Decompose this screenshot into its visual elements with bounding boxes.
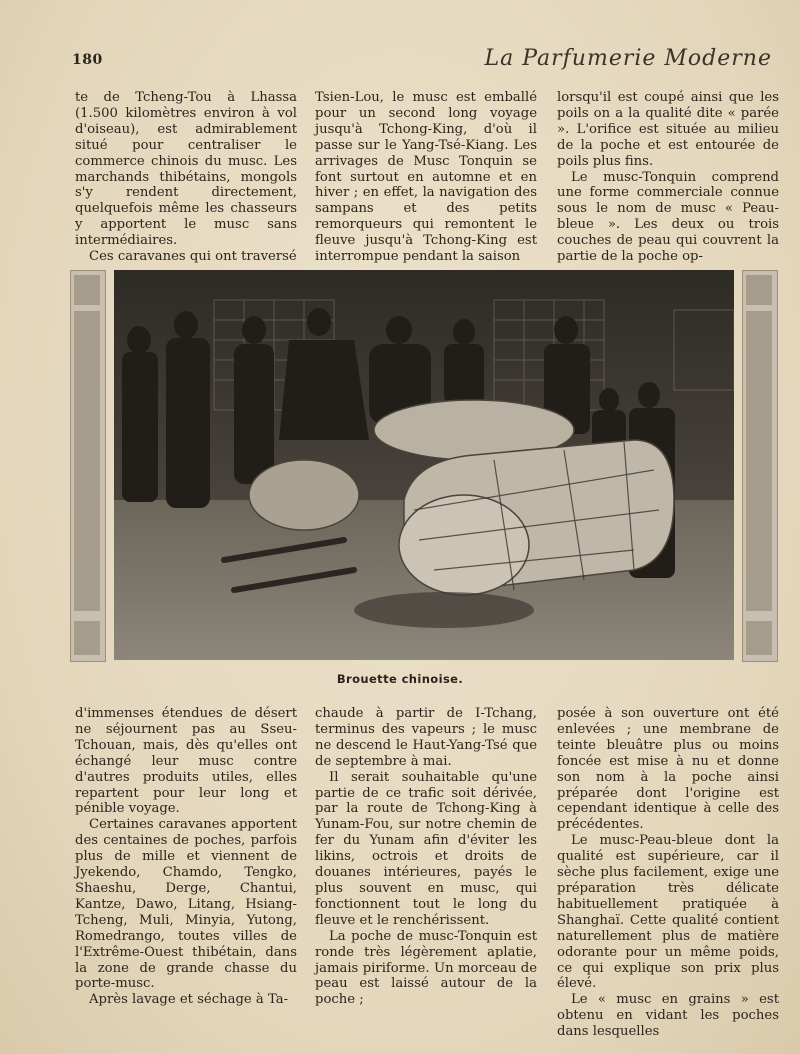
running-title: La Parfumerie Moderne [484,46,772,71]
paragraph: Il serait souhaitable qu'une partie de ce trafic soit dérivée, par la route de Tchong-King à Yunam-Fou, sur notre chemin de fer du Yunam afin d'éviter les likins, octrois et droits de douanes intérieures, payés le plus souvent en musc, qui fonctionnent tout le long du fleuve et le renchérissent. [315,769,537,928]
column-2-bottom [315,706,537,1008]
photo-figure [70,270,778,666]
paragraph: Tsien-Lou, le musc est emballé pour un second long voyage jusqu'à Tchong-King, d'où il passe sur le Yang-Tsé-Kiang. Les arrivages de Musc Tonquin se font surtout en automne et en hiver ; en effet, la navigation des sampans et des petits remorqueurs qui remontent le fleuve jusqu'à Tchong-King est interrompue pendant la saison [315,90,537,265]
paragraph: La poche de musc-Tonquin est ronde très légèrement aplatie, jamais piriforme. Un morceau de peau est laissé autour de la poche ; [315,928,537,1008]
left-border-strip [70,270,106,662]
paragraph: Le « musc en grains » est obtenu en vidant les poches dans lesquelles [557,992,779,1040]
paragraph: Le musc-Tonquin comprend une forme commerciale connue sous le nom de musc « Peau-bleue ». Les deux ou trois couches de peau qui couvrent la partie de la poche op- [557,169,779,265]
paragraph: chaude à partir de I-Tchang, terminus des vapeurs ; le musc ne descend le Haut-Yang-Tsé que de septembre à mai. [315,706,537,769]
photo-wheelbarrow-icon [114,270,734,660]
column-2-top [315,90,537,265]
paragraph: d'immenses étendues de désert ne séjournent pas au Sseu-Tchouan, mais, dès qu'elles ont échangé leur musc contre d'autres produits utiles, elles repartent pour leur long et pénible voyage. [75,706,297,817]
paragraph: Le musc-Peau-bleue dont la qualité est supérieure, car il sèche plus facilement, exige une préparation très délicate habituellement pratiquée à Shanghaï. Cette qualité contient naturellement plus de matière odorante pour un même poids, ce qui explique son prix plus élevé. [557,833,779,992]
column-3-top [557,90,779,265]
right-border-strip [742,270,778,662]
column-1-top [75,90,297,265]
page-number: 180 [72,52,103,68]
paragraph: posée à son ouverture ont été enlevées ; une membrane de teinte bleuâtre plus ou moins foncée est mise à nu et donne son nom à la poche ainsi préparée dont l'origine est cependant identique à celle des précédentes. [557,706,779,833]
column-1-bottom [75,706,297,1008]
paragraph: Certaines caravanes apportent des centaines de poches, parfois plus de mille et viennent de Jyekendo, Chamdo, Tengko, Shaeshu, Derge, Chantui, Kantze, Dawo, Litang, Hsiang-Tcheng, Muli, Minyia, Yutong, Romedrango, toutes villes de l'Extrême-Ouest thibétain, dans la zone de grande chasse du porte-musc. [75,817,297,992]
paragraph: Après lavage et séchage à Ta- [89,992,289,1008]
figure-caption: Brouette chinoise. [336,672,464,686]
paragraph: lorsqu'il est coupé ainsi que les poils on a la qualité dite « parée ». L'orifice est située au milieu de la poche et est entourée de poils plus fins. [557,90,779,169]
wheelbarrow-photo [114,270,734,660]
column-3-bottom [557,706,779,1040]
paragraph: Ces caravanes qui ont traversé [89,249,297,265]
paragraph: te de Tcheng-Tou à Lhassa (1.500 kilomètres environ à vol d'oiseau), est admirablement situé pour centraliser le commerce chinois du musc. Les marchands thibétains, mongols s'y rendent directement, quelquefois même les chasseurs y apportent le musc sans intermédiaires. [75,90,297,249]
